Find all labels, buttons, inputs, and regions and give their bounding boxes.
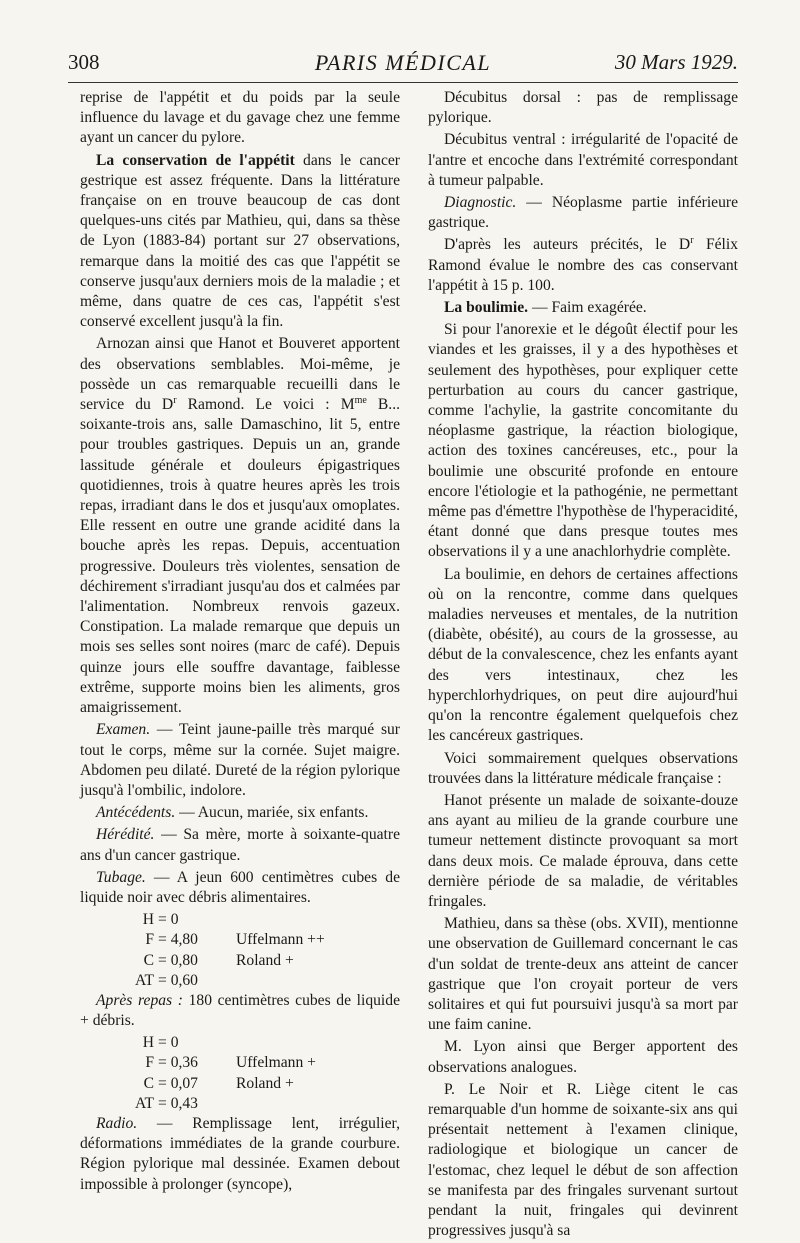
paragraph: D'après les auteurs précités, le $D^r$ Félix Ramond évalue le nombre des cas conservant l'appétit à 15 p. 100.: [428, 235, 738, 294]
formula-row: H = 0: [142, 1034, 179, 1052]
label: Tubage.: [96, 868, 146, 886]
paragraph: Hérédité. — Sa mère, morte à soixante-quatre ans d'un cancer gastrique.: [80, 826, 400, 864]
paragraph: La conservation de l'appétit dans le cancer gestrique est assez fréquente. Dans la littérature française on en trouve beaucoup de cas dont quelques-uns cités par Mathieu, qui, dans sa thèse de Lyon (1883-84) portant sur 27 observations, remarque dans la moitié des cas que l'appétit se conserve jusqu'aux derniers mois de la maladie ; et même, dans quatre de ces cas, l'appétit s'est conservé excellent jusqu'à la fin.: [80, 151, 400, 331]
label: Hérédité.: [96, 826, 155, 844]
paragraph: Diagnostic. — Néoplasme partie inférieure gastrique.: [428, 194, 738, 232]
paragraph: Si pour l'anorexie et le dégoût électif pour les viandes et les graisses, il y a des hypothèses et seulement des hypothèses, pour expliquer cette perturbation au cours du cancer gastrique, comme l'achylie, la gastrite concomitante du néoplasme gastrique, la réaction biologique, action des toxines cancéreuses, etc., pour la boulimie une obscurité profonde en entoure encore l'étiologie et la pathogénie, ne permettant même pas d'émettre l'hypothèse de l'hyperacidité, étant donné que dans presque toutes mes observations il y a une anachlorhydrie complète.: [428, 321, 738, 561]
journal-title: PARIS MÉDICAL: [314, 50, 492, 75]
page-number: 308: [68, 50, 100, 74]
formula-row: C = 0,80 Roland +: [143, 951, 294, 969]
paragraph: Voici sommairement quelques observations trouvées dans la littérature médicale française :: [428, 749, 738, 787]
paragraph: Hanot présente un malade de soixante-douze ans ayant au milieu de la grande courbure une tumeur nettement distincte provoquant sa mort dans deux mois. Ce malade éprouva, dans cette dernière période de sa maladie, de véritables fringales.: [428, 791, 738, 910]
paragraph: Arnozan ainsi que Hanot et Bouveret apportent des observations semblables. Moi-même, je possède un cas remarquable recueilli dans le service du $D^r$ Ramond. Le voici : $M^{me}$ B... soixante-trois ans, salle Damaschino, lit 5, entre pour troubles gastriques. Depuis un an, grande lassitude générale et douleurs épigastriques quotidiennes, trois à quatre heures après les trois repas, irradiant dans le dos et jusqu'aux omoplates. Elle ressent en outre une grande acidité dans la bouche après les repas. Depuis, accentuation progressive. Douleurs très violentes, sensation de déchirement s'irradiant jusqu'au dos et calmées par l'alimentation. Nombreux renvois gazeux. Constipation. La malade remarque que depuis un mois ses selles sont noires (marc de café). Depuis quinze jours elle souffre davantage, faiblesse extrême, supporte moins bien les aliments, gros amaigrissement.: [80, 335, 401, 717]
section-heading: La conservation de l'appétit: [96, 151, 295, 169]
paragraph: Décubitus dorsal : pas de remplissage pylorique.: [428, 89, 738, 127]
paragraph: Tubage. — A jeun 600 centimètres cubes de liquide noir avec débris alimentaires.: [80, 868, 400, 906]
page-header: [68, 46, 738, 83]
paragraph: Mathieu, dans sa thèse (obs. XVII), mentionne une observation de Guillemard concernant le cas d'un soldat de trente-deux ans atteint de cancer gastrique que l'on croyait porteur de vers solitaires et qui fut poursuivi jusqu'à sa mort par une faim canine.: [428, 915, 738, 1034]
issue-date: 30 Mars 1929.: [614, 50, 738, 74]
paragraph: reprise de l'appétit et du poids par la seule influence du lavage et du gavage chez une femme ayant un cancer du pylore.: [80, 89, 400, 147]
formula-row: AT = 0,43: [134, 1094, 198, 1112]
paragraph: Examen. — Teint jaune-paille très marqué sur tout le corps, même sur la cornée. Sujet maigre. Abdomen peu dilaté. Dureté de la région pylorique jusqu'à l'ombilic, indolore.: [80, 721, 400, 799]
label: Radio.: [96, 1115, 138, 1133]
paragraph: La boulimie, en dehors de certaines affections où on la rencontre, comme dans quelques maladies nerveuses et mentales, de la nutrition (diabète, obésité), au cours de la grossesse, au début de la convalescence, chez les enfants ayant des vers intestinaux, chez les hyperchlorhydriques, on peut dire aujourd'hui qu'on la rencontre également quelquefois chez les cancéreux gastriques.: [428, 565, 738, 745]
paragraph: Antécédents. — Aucun, mariée, six enfants.: [96, 804, 369, 822]
formula-row: F = 4,80 Uffelmann ++: [145, 931, 325, 949]
paragraph: Décubitus ventral : irrégularité de l'opacité de l'antre et encoche dans l'extrémité correspondant à tumeur palpable.: [428, 131, 738, 189]
paragraph: M. Lyon ainsi que Berger apportent des observations analogues.: [428, 1038, 738, 1076]
label: Antécédents.: [96, 804, 176, 822]
right-column: [428, 88, 738, 1243]
label: Diagnostic.: [444, 194, 517, 212]
section-heading: La boulimie.: [444, 299, 529, 317]
paragraph: Radio. — Remplissage lent, irrégulier, déformations immédiates de la grande courbure. Région pylorique mal dessinée. Examen debout impossible à prolonger (syncope),: [80, 1115, 400, 1193]
formula-row: C = 0,07 Roland +: [143, 1074, 294, 1092]
paragraph: La boulimie. — Faim exagérée.: [444, 299, 647, 317]
formula-row: AT = 0,60: [134, 971, 198, 989]
paragraph: P. Le Noir et R. Liège citent le cas remarquable d'un homme de soixante-six ans qui présentait nettement à l'examen clinique, radiologique et biologique un cancer de l'estomac, chez lequel le début de son affection se manifesta par des fringales survenant surtout pendant la nuit, fringales qui devinrent progressives jusqu'à sa: [428, 1080, 738, 1240]
formula-row: F = 0,36 Uffelmann +: [145, 1054, 316, 1072]
label: Après repas :: [96, 991, 183, 1009]
paragraph: Après repas : 180 centimètres cubes de liquide + débris.: [80, 991, 400, 1030]
left-column: [80, 88, 400, 1197]
label: Examen.: [96, 721, 151, 739]
formula-table-fasting: [80, 910, 400, 991]
formula-table-after-meal: [80, 1033, 400, 1114]
formula-row: H = 0: [142, 911, 179, 929]
